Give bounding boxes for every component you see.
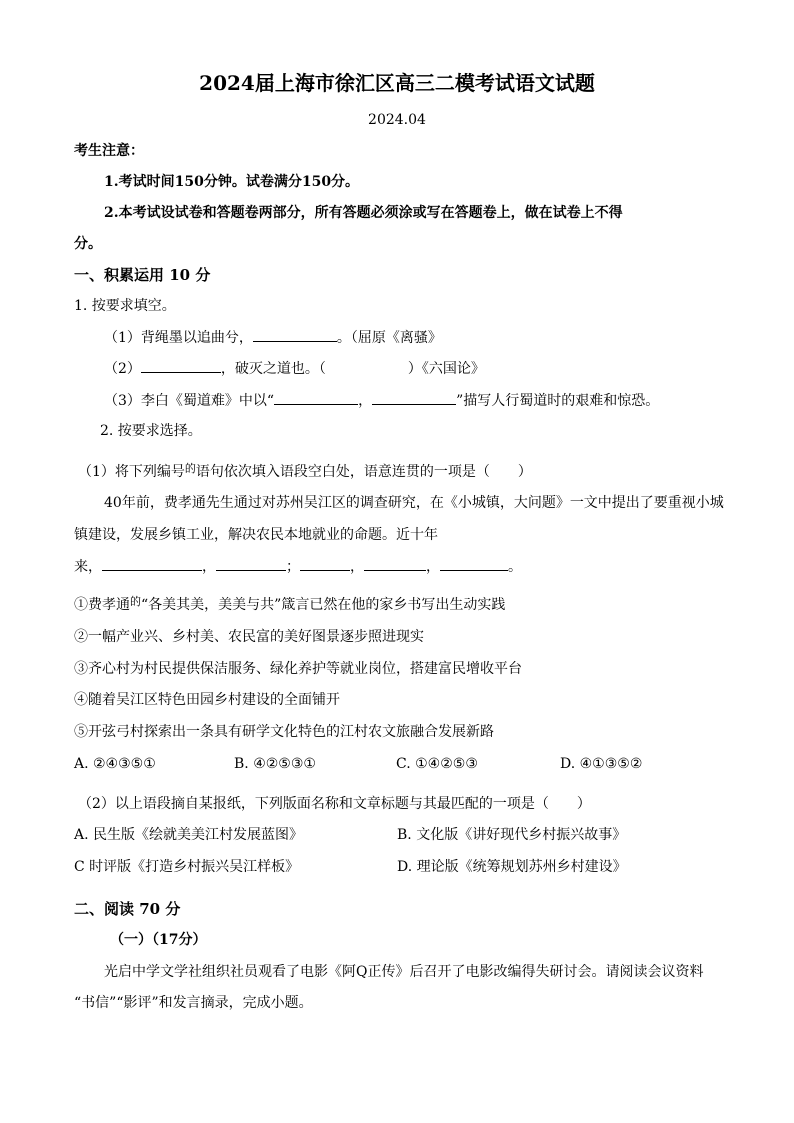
choice-d[interactable]: D. ④①③⑤② [560,756,643,772]
q1-sub1-pre: （1）背绳墨以追曲兮， [104,330,253,346]
sentence-3: ③齐心村为村民提供保洁服务、绿化养护等就业岗位，搭建富民增收平台 [74,661,522,677]
answer-blank[interactable] [253,327,337,342]
answer-blank[interactable] [372,390,456,405]
q2-prompt: 2. 按要求选择。 [100,423,202,439]
passage-end: 。 [508,559,522,575]
answer-blank[interactable] [300,556,350,571]
passage-sep: ， [350,559,364,575]
section-1-heading: 一、积累运用 10 分 [74,266,211,284]
sentence-1-b: “各美其美，美美与共”箴言已然在他的家乡书写出生动实践 [141,597,506,613]
answer-blank[interactable] [102,556,202,571]
passage-line-3-pre: 来， [74,559,102,575]
passage-sep: ， [426,559,440,575]
passage-line-3 [74,556,522,577]
passage-line-2: 镇建设，发展乡镇工业，解决农民本地就业的命题。近十年 [74,527,438,543]
q2-sub1-text-b: 语句依次填入语段空白处，语意连贯的一项是（ ） [195,464,532,480]
q1-sub2 [104,358,485,379]
choice2-d[interactable]: D. 理论版《统筹规划苏州乡村建设》 [397,859,627,875]
q1-prompt: 1. 按要求填空。 [74,298,176,314]
notice-item-1: 1.考试时间150分钟。试卷满分150分。 [104,174,360,190]
q1-sub1-post: 。（屈原《离骚》 [336,330,442,346]
q2-sub1-sup: 的 [184,462,196,475]
sentence-1-sup: 的 [130,595,141,608]
answer-blank[interactable] [274,390,358,405]
exam-date: 2024.04 [368,112,426,128]
notice-item-2: 2.本考试设试卷和答题卷两部分，所有答题必须涂或写在答题卷上，做在试卷上不得 [104,205,623,221]
answer-blank[interactable] [141,358,221,373]
q1-sub2-pre: （2） [104,361,141,377]
section-2-intro-2: “书信”“影评”和发言摘录，完成小题。 [74,995,313,1011]
q1-sub3 [104,390,659,411]
q1-sub3-mid: ， [358,393,373,409]
passage-sep: ， [202,559,216,575]
sentence-5: ⑤开弦弓村探索出一条具有研学文化特色的江村农文旅融合发展新路 [74,724,494,740]
sentence-1 [74,592,505,615]
sentence-2: ②一幅产业兴、乡村美、农民富的美好图景逐步照进现实 [74,629,424,645]
q1-sub2-post: ）《六国论》 [407,361,485,377]
section-2-intro-1: 光启中学文学社组织社员观看了电影《阿Q正传》后召开了电影改编得失研讨会。请阅读会议资料 [104,964,704,980]
choice-c[interactable]: C. ①④②⑤③ [396,756,478,772]
q2-sub1-text-a: （1）将下列编号 [78,464,185,480]
notice-item-2-cont: 分。 [74,236,102,252]
answer-blank[interactable] [440,556,508,571]
q1-sub2-mid: ，破灭之道也。（ [220,361,326,377]
page-title: 2024届上海市徐汇区高三二模考试语文试题 [199,71,595,95]
sentence-4: ④随着吴江区特色田园乡村建设的全面铺开 [74,692,340,708]
passage-line-1: 40年前，费孝通先生通过对苏州吴江区的调查研究，在《小城镇，大问题》一文中提出了要重视小城 [104,495,724,511]
choice-a[interactable]: A. ②④③⑤① [74,756,156,772]
q1-sub1 [104,327,442,348]
choice2-c[interactable]: C 时评版《打造乡村振兴吴江样板》 [74,859,300,875]
sentence-1-a: ①费孝通 [74,597,130,613]
answer-blank[interactable] [216,556,286,571]
q2-sub1 [78,459,532,482]
q2-sub2: （2）以上语段摘自某报纸，下列版面名称和文章标题与其最匹配的一项是（ ） [78,796,591,812]
notice-heading: 考生注意： [74,143,144,159]
section-2-subheading: （一）（17分） [110,932,207,948]
answer-blank[interactable] [364,556,426,571]
choice2-b[interactable]: B. 文化版《讲好现代乡村振兴故事》 [397,827,627,843]
section-2-heading: 二、阅读 70 分 [74,900,181,918]
q1-sub3-pre: （3）李白《蜀道难》中以“ [104,393,275,409]
q1-sub3-post: ”描写人行蜀道时的艰难和惊恐。 [456,393,660,409]
choice-b[interactable]: B. ④②⑤③① [234,756,316,772]
passage-sep: ； [286,559,300,575]
choice2-a[interactable]: A. 民生版《绘就美美江村发展蓝图》 [74,827,304,843]
